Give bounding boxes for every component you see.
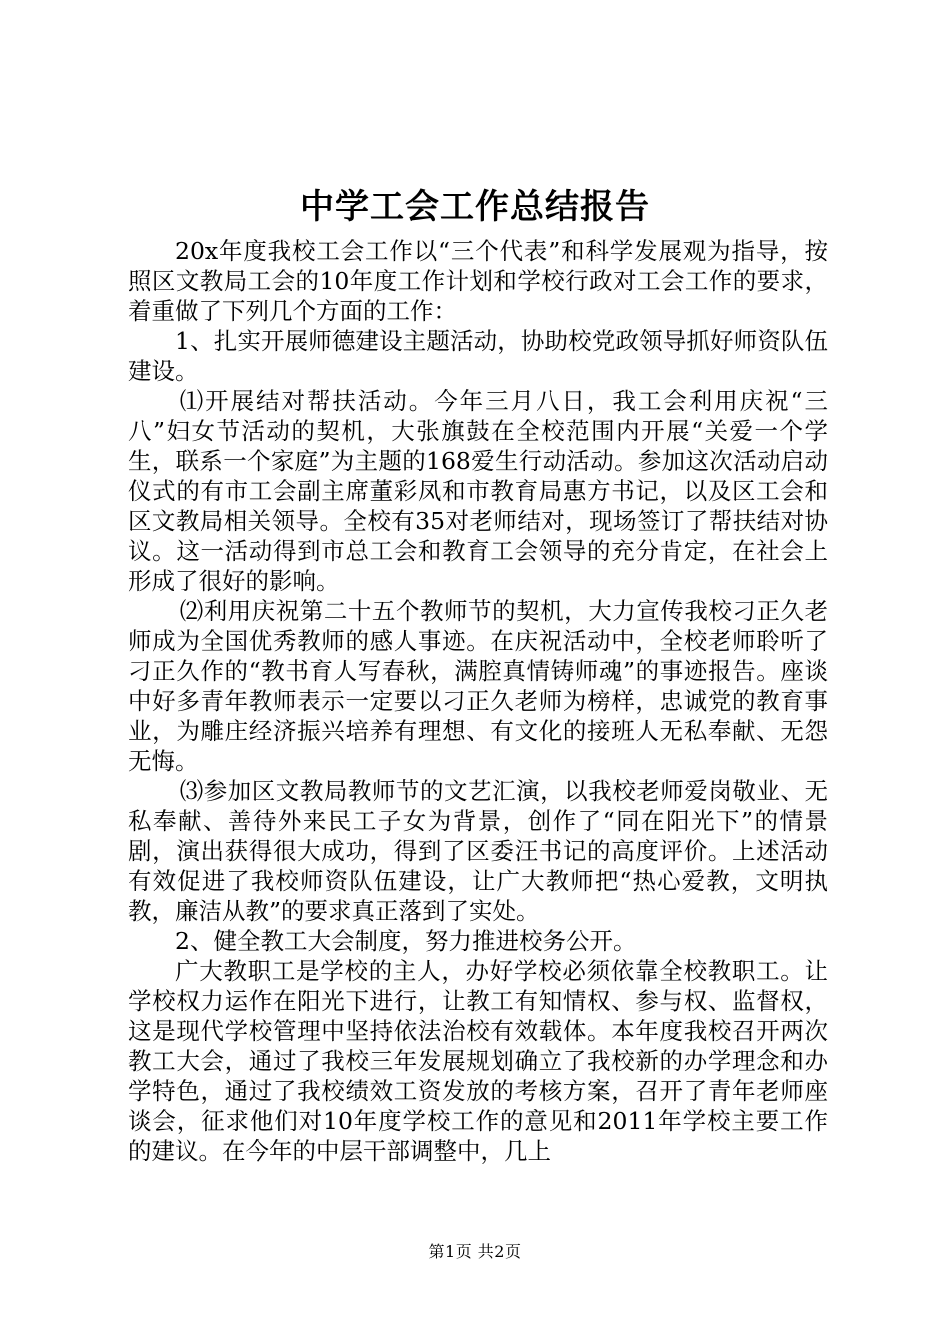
page-number: 第1页 共2页 xyxy=(428,1242,522,1261)
item-2-paragraph: ⑵利用庆祝第二十五个教师节的契机，大力宣传我校刁正久老师成为全国优秀教师的感人事迹。在庆祝活动中，全校老师聆听了刁正久作的“教书育人写春秋，满腔真情铸师魂”的事迹报告。座谈中好多青年教师表示一定要以刁正久老师为榜样，忠诚党的教育事业，为雕庄经济振兴培养有理想、有文化的接班人无私奉献、无怨无悔。 xyxy=(128,597,828,775)
item-3-paragraph: ⑶参加区文教局教师节的文艺汇演，以我校老师爱岗敬业、无私奉献、善待外来民工子女为背景，创作了“同在阳光下”的情景剧，演出获得很大成功，得到了区委汪书记的高度评价。上述活动有效促进了我校师资队伍建设，让广大教师把“热心爱教，文明执教，廉洁从教”的要求真正落到了实处。 xyxy=(128,777,828,925)
document-title: 中学工会工作总结报告 xyxy=(300,187,650,227)
item-1-paragraph: ⑴开展结对帮扶活动。今年三月八日，我工会利用庆祝“三八”妇女节活动的契机，大张旗鼓在全校范围内开展“关爱一个学生，联系一个家庭”为主题的168爱生行动活动。参加这次活动启动仪式的有市工会副主席董彩凤和市教育局惠方书记，以及区工会和区文教局相关领导。全校有35对老师结对，现场签订了帮扶结对协议。这一活动得到市总工会和教育工会领导的充分肯定，在社会上形成了很好的影响。 xyxy=(128,387,828,595)
section-1-heading: 1、扎实开展师德建设主题活动，协助校党政领导抓好师资队伍建设。 xyxy=(128,327,828,385)
intro-paragraph: 20x年度我校工会工作以“三个代表”和科学发展观为指导，按照区文教局工会的10年度工作计划和学校行政对工会工作的要求，着重做了下列几个方面的工作： xyxy=(128,237,828,325)
document-body xyxy=(128,236,828,1166)
section-2-paragraph: 广大教职工是学校的主人，办好学校必须依靠全校教职工。让学校权力运作在阳光下进行，让教工有知情权、参与权、监督权，这是现代学校管理中坚持依法治校有效载体。本年度我校召开两次教工大会，通过了我校三年发展规划确立了我校新的办学理念和办学特色，通过了我校绩效工资发放的考核方案，召开了青年老师座谈会，征求他们对10年度学校工作的意见和2011年学校主要工作的建议。在今年的中层干部调整中，几上 xyxy=(128,957,828,1165)
section-2-heading: 2、健全教工大会制度，努力推进校务公开。 xyxy=(175,927,637,955)
